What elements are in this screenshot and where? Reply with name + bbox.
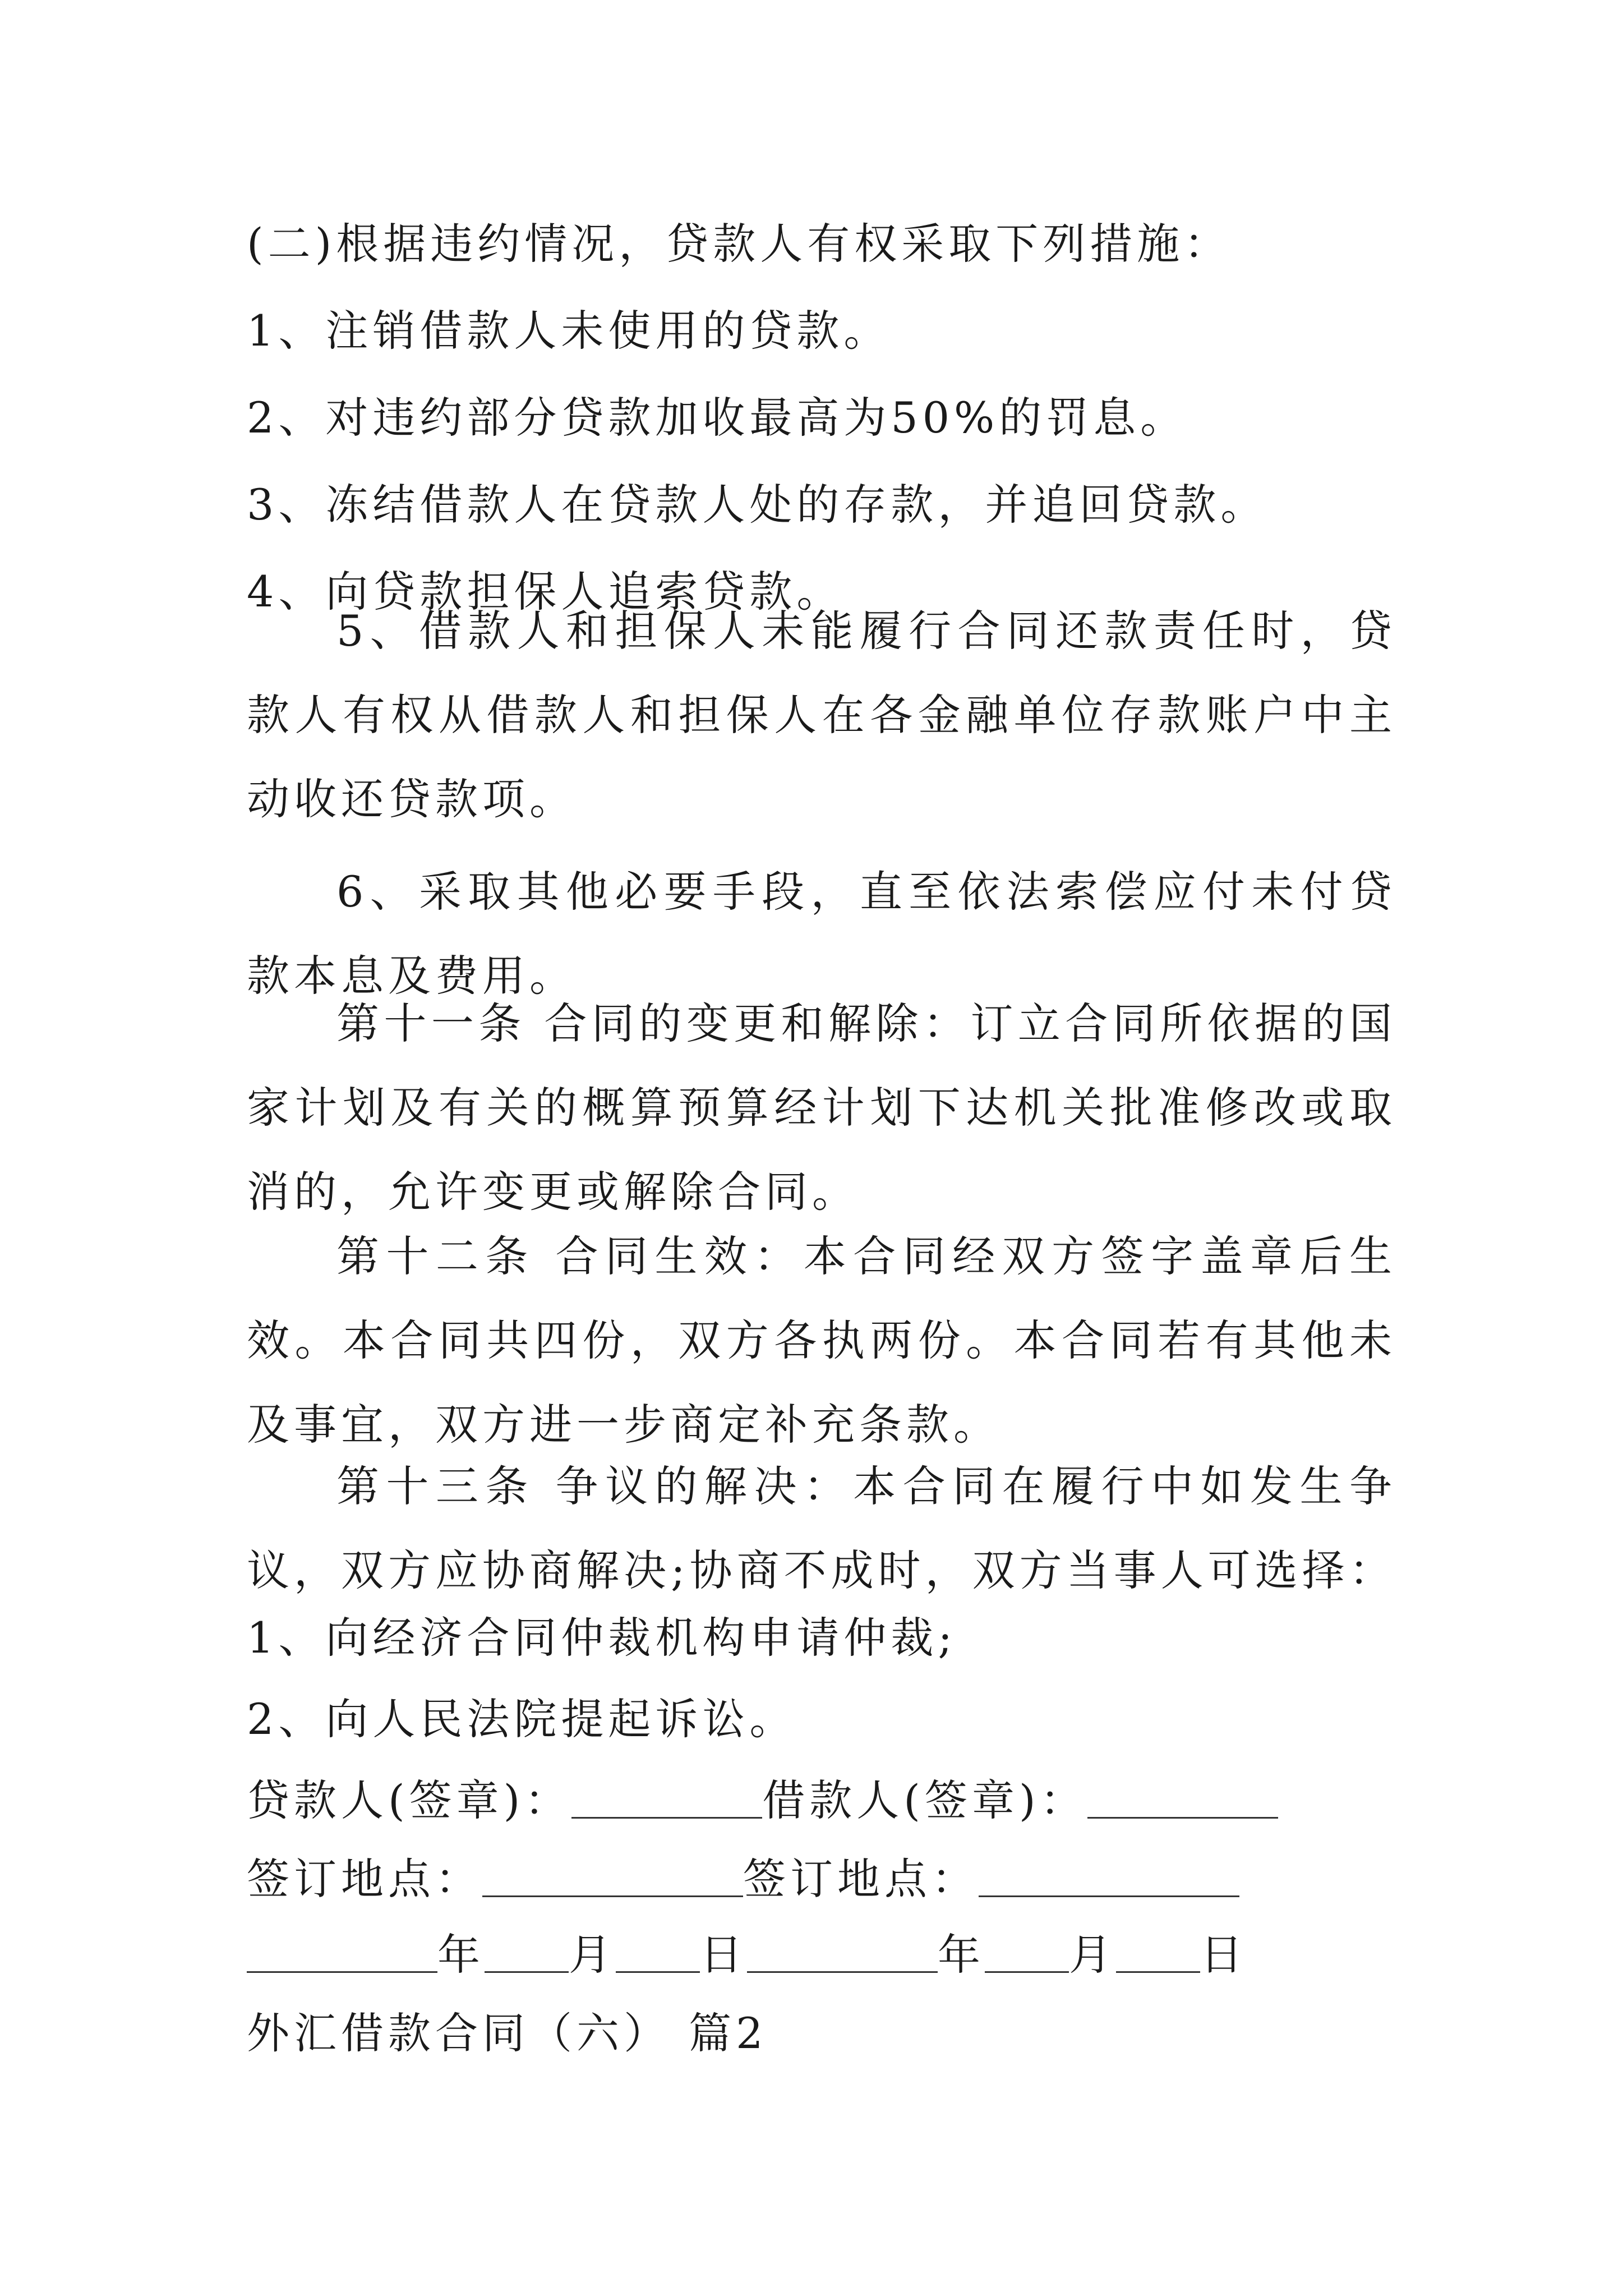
month-label-2: 月 bbox=[1069, 1930, 1116, 1980]
signing-place-blank-1[interactable] bbox=[482, 1856, 743, 1897]
lender-day-blank[interactable] bbox=[616, 1932, 700, 1973]
lender-signature-label: 贷款人(签章)： bbox=[247, 1775, 572, 1825]
measure-item-2: 2、对违约部分贷款加收最高为50%的罚息。 bbox=[247, 393, 1188, 443]
borrower-signature-blank[interactable] bbox=[1087, 1778, 1278, 1819]
year-label-1: 年 bbox=[437, 1930, 485, 1980]
measure-item-3: 3、冻结借款人在贷款人处的存款，并追回贷款。 bbox=[247, 480, 1268, 530]
next-section-title: 外汇借款合同（六） 篇2 bbox=[247, 2008, 768, 2058]
day-label-1: 日 bbox=[700, 1930, 747, 1980]
signing-place-label-2: 签订地点： bbox=[743, 1854, 979, 1904]
signing-place-label-1: 签订地点： bbox=[247, 1854, 482, 1904]
measure-item-5: 5、借款人和担保人未能履行合同还款责任时，贷款人有权从借款人和担保人在各金融单位存款账户中主动收还贷款项。 bbox=[247, 606, 1396, 824]
borrower-day-blank[interactable] bbox=[1116, 1932, 1200, 1973]
lender-year-blank[interactable] bbox=[247, 1932, 437, 1973]
borrower-month-blank[interactable] bbox=[985, 1932, 1069, 1973]
lender-month-blank[interactable] bbox=[485, 1932, 569, 1973]
article-12: 第十二条 合同生效：本合同经双方签字盖章后生效。本合同共四份，双方各执两份。本合同若有其他未及事宜，双方进一步商定补充条款。 bbox=[247, 1231, 1396, 1450]
article-13: 第十三条 争议的解决：本合同在履行中如发生争议，双方应协商解决;协商不成时，双方当事人可选择： bbox=[247, 1461, 1396, 1595]
borrower-year-blank[interactable] bbox=[747, 1932, 938, 1973]
measure-item-4: 4、向贷款担保人追索贷款。 bbox=[247, 567, 844, 616]
day-label-2: 日 bbox=[1200, 1930, 1247, 1980]
measure-item-6: 6、采取其他必要手段，直至依法索偿应付未付贷款本息及费用。 bbox=[247, 867, 1396, 1001]
year-label-2: 年 bbox=[938, 1930, 985, 1980]
clause-2-heading: (二)根据违约情况，贷款人有权采取下列措施： bbox=[247, 219, 1232, 269]
dispute-option-2: 2、向人民法院提起诉讼。 bbox=[247, 1694, 797, 1744]
signature-row bbox=[247, 1756, 1396, 1846]
dispute-option-1: 1、向经济合同仲裁机构申请仲裁; bbox=[247, 1613, 957, 1663]
borrower-signature-label: 借款人(签章)： bbox=[762, 1775, 1087, 1825]
date-row bbox=[247, 1910, 1396, 2000]
article-11: 第十一条 合同的变更和解除：订立合同所依据的国家计划及有关的概算预算经计划下达机关批准修改或取消的，允许变更或解除合同。 bbox=[247, 999, 1396, 1217]
signing-place-blank-2[interactable] bbox=[979, 1856, 1239, 1897]
lender-signature-blank[interactable] bbox=[571, 1778, 762, 1819]
month-label-1: 月 bbox=[569, 1930, 616, 1980]
measure-item-1: 1、注销借款人未使用的贷款。 bbox=[247, 306, 891, 356]
